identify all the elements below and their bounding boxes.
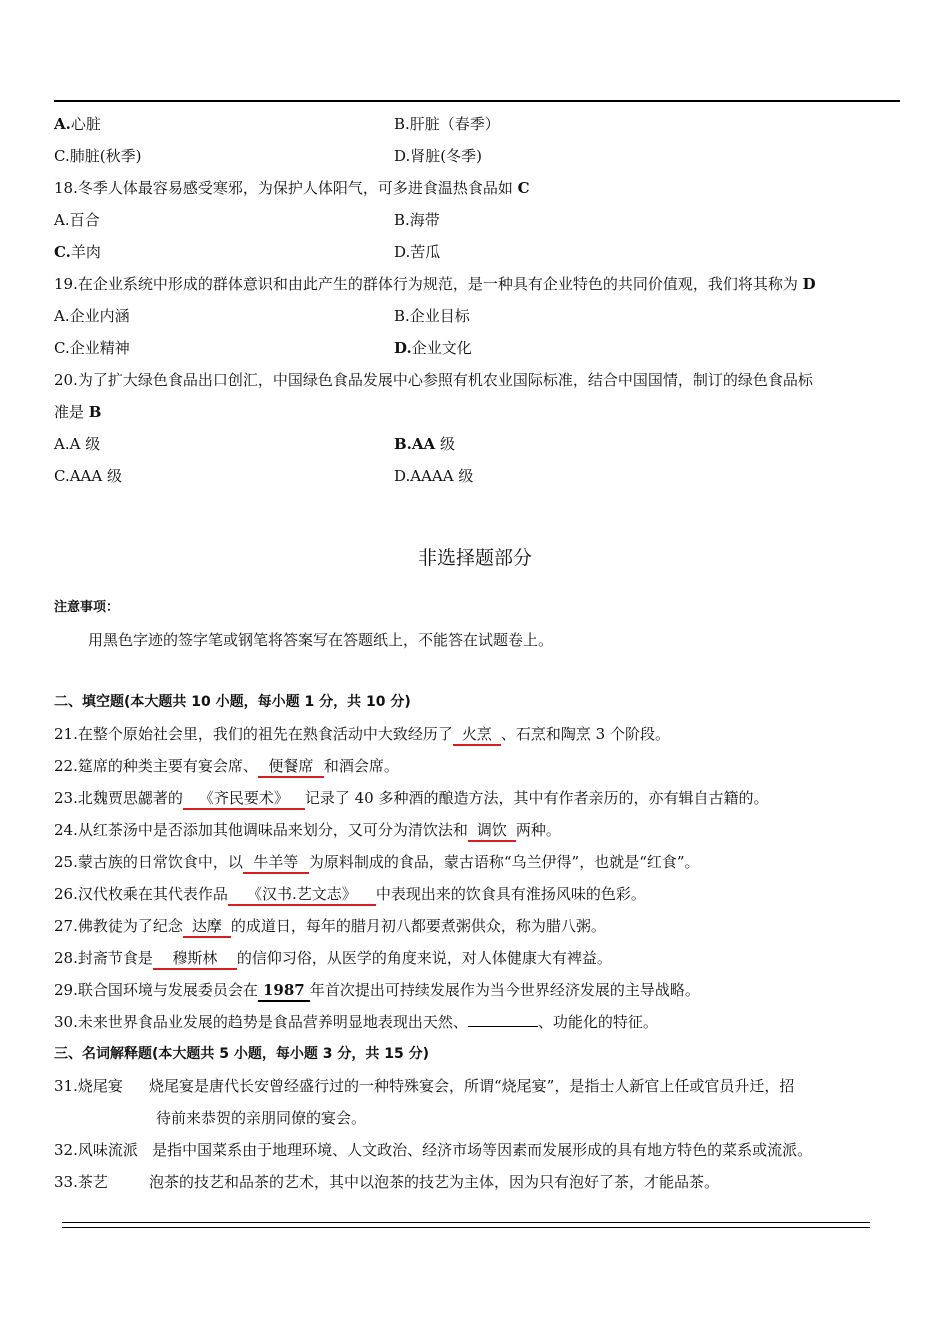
q27-answer: 达摩: [183, 916, 231, 938]
q22: 22.筵席的种类主要有宴会席、 便餐席 和酒会席。: [54, 756, 399, 778]
q19-option-a: A.企业内涵: [54, 307, 130, 325]
q17-option-b: B.肝脏（春季）: [394, 115, 500, 133]
q18-option-b: B.海带: [394, 211, 440, 229]
q20-answer: B: [88, 403, 102, 421]
q18-option-a: A.百合: [54, 211, 100, 229]
q20-option-b: B.AA 级: [394, 435, 455, 453]
q17-option-c: C.肺脏(秋季): [54, 147, 142, 165]
q32-term: 32.风味流派: [54, 1141, 138, 1159]
q26: 26.汉代枚乘在其代表作品 《汉书.艺文志》 中表现出来的饮食具有淮扬风味的色彩。: [54, 884, 646, 906]
q26-answer: 《汉书.艺文志》: [228, 884, 376, 906]
q31-def-line2: 待前来恭贺的亲朋同僚的宴会。: [156, 1109, 367, 1127]
q24-answer: 调饮: [468, 820, 516, 842]
q25-answer: 牛羊等: [243, 852, 309, 874]
q20-option-d: D.AAAA 级: [394, 467, 474, 485]
q30: 30.未来世界食品业发展的趋势是食品营养明显地表现出天然、 、功能化的特征。: [54, 1013, 658, 1031]
q19-stem: 19.在企业系统中形成的群体意识和由此产生的群体行为规范，是一种具有企业特色的共同价值观，我们将其称为 D: [54, 275, 816, 293]
bottom-double-rule: [62, 1222, 870, 1228]
q22-answer: 便餐席: [258, 756, 324, 778]
fill-in-heading: 二、填空题(本大题共 10 小题，每小题 1 分，共 10 分): [54, 694, 411, 710]
q19-option-b: B.企业目标: [394, 307, 470, 325]
q23: 23.北魏贾思勰著的 《齐民要术》 记录了 40 多种酒的酿造方法，其中有作者亲历的，亦有辑自古籍的。: [54, 788, 769, 810]
q20-option-c: C.AAA 级: [54, 467, 122, 485]
q17-option-d: D.肾脏(冬季): [394, 147, 482, 165]
notice-label: 注意事项：: [54, 600, 120, 615]
q17-option-a: A.心脏: [54, 115, 101, 133]
q29: 29.联合国环境与发展委员会在 1987 年首次提出可持续发展作为当今世界经济发展的主导战略。: [54, 980, 700, 1002]
q30-blank: [468, 1026, 538, 1027]
q25: 25.蒙古族的日常饮食中，以 牛羊等 为原料制成的食品，蒙古语称“乌兰伊得”，也就是“红食”。: [54, 852, 700, 874]
terms-heading: 三、名词解释题(本大题共 5 小题，每小题 3 分，共 15 分): [54, 1046, 430, 1062]
section-title: 非选择题部分: [417, 547, 532, 569]
q33: 33.茶艺 泡茶的技艺和品茶的艺术，其中以泡茶的技艺为主体，因为只有泡好了茶，才能品茶。: [54, 1173, 720, 1191]
top-rule: [54, 100, 900, 102]
q29-answer: 1987: [258, 980, 310, 1002]
q18-option-d: D.苦瓜: [394, 243, 441, 261]
q21: 21.在整个原始社会里，我们的祖先在熟食活动中大致经历了 火烹 、石烹和陶烹 3 个阶段。: [54, 724, 670, 746]
q20-stem-line2: 准是 B: [54, 403, 102, 421]
q24: 24.从红茶汤中是否添加其他调味品来划分，又可分为清饮法和 调饮 两种。: [54, 820, 561, 842]
q18-answer: C: [517, 179, 530, 197]
q28-answer: 穆斯林: [153, 948, 237, 970]
q20-option-a: A.A 级: [54, 435, 101, 453]
q21-answer: 火烹: [453, 724, 501, 746]
q19-answer: D: [802, 275, 816, 293]
q28: 28.封斋节食是 穆斯林 的信仰习俗，从医学的角度来说，对人体健康大有裨益。: [54, 948, 612, 970]
q18-option-c: C.羊肉: [54, 243, 101, 261]
q18-stem: 18.冬季人体最容易感受寒邪，为保护人体阳气，可多进食温热食品如 C: [54, 179, 530, 197]
q32: 32.风味流派 是指中国菜系由于地理环境、人文政治、经济市场等因素而发展形成的具有地方特色的菜系或流派。: [54, 1141, 813, 1159]
notice-text: 用黑色字迹的签字笔或钢笔将答案写在答题纸上，不能答在试题卷上。: [88, 631, 554, 649]
q19-option-d: D.企业文化: [394, 339, 472, 357]
q19-option-c: C.企业精神: [54, 339, 130, 357]
q27: 27.佛教徒为了纪念 达摩 的成道日，每年的腊月初八都要煮粥供众，称为腊八粥。: [54, 916, 606, 938]
q20-stem-line1: 20.为了扩大绿色食品出口创汇，中国绿色食品发展中心参照有机农业国际标准，结合中国国情，制订的绿色食品标: [54, 371, 813, 389]
q31-term: 31.烧尾宴: [54, 1077, 123, 1095]
q33-term: 33.茶艺: [54, 1173, 108, 1191]
q23-answer: 《齐民要术》: [183, 788, 305, 810]
q31: 31.烧尾宴 烧尾宴是唐代长安曾经盛行过的一种特殊宴会，所谓“烧尾宴”，是指士人新官上任或官员升迁，招: [54, 1077, 795, 1095]
